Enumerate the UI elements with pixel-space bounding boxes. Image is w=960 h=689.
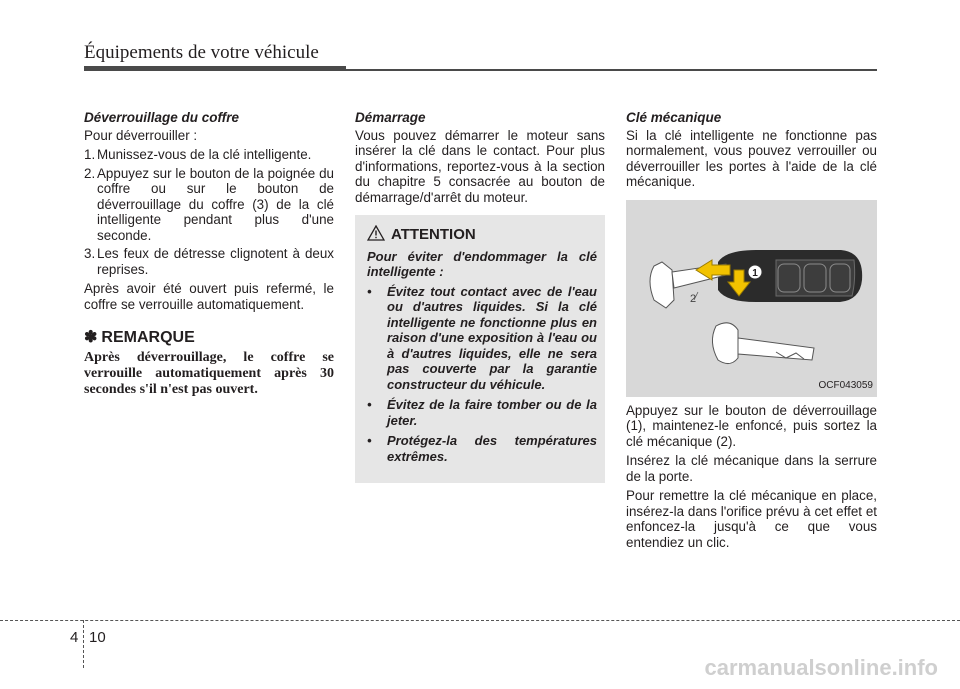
trunk-unlock-steps <box>84 147 334 277</box>
remark-title: REMARQUE <box>101 329 195 346</box>
section-title-trunk-unlock: Déverrouillage du coffre <box>84 110 240 125</box>
step-item: 1. Munissez-vous de la clé intelligente. <box>84 147 312 162</box>
header-rule <box>84 66 346 71</box>
step-item: 2. Appuyez sur le bouton de la poignée du coffre ou sur le bouton de déverrouillage du coffre (3) de la clé intelligente pendant plus d'une seconde. <box>84 165 334 243</box>
section-title-starting: Démarrage <box>355 110 426 125</box>
callout-1: 1 <box>752 267 758 279</box>
attention-list <box>367 284 597 465</box>
remark-heading <box>84 330 334 346</box>
page-number: 10 <box>89 629 106 646</box>
attention-title: ATTENTION <box>391 226 476 243</box>
asterisk-icon: ✽ <box>84 329 98 346</box>
page-header-title: Équipements de votre véhicule <box>84 42 319 63</box>
warning-triangle-icon <box>367 225 385 245</box>
step-item: 3. Les feux de détresse clignotent à deux reprises. <box>84 246 334 277</box>
column-starting <box>355 110 605 483</box>
attention-body <box>367 249 597 465</box>
footer-rule <box>0 620 960 621</box>
attention-item: • Évitez de la faire tomber ou de la jeter. <box>367 397 597 428</box>
column-trunk-unlock <box>84 110 334 398</box>
mechanical-key-intro: Si la clé intelligente ne fonctionne pas normalement, vous pouvez verrouiller ou déverrouiller les portes à l'aide de la clé mécanique. <box>626 127 877 189</box>
mechanical-key-p2: Insérez la clé mécanique dans la serrure de la porte. <box>626 453 877 484</box>
header-rule-thin <box>346 69 877 71</box>
attention-box <box>355 215 605 483</box>
callout-2: 2 <box>690 292 697 305</box>
trunk-unlock-intro: Pour déverrouiller : <box>84 127 198 143</box>
trunk-unlock-after: Après avoir été ouvert puis refermé, le coffre se verrouille automatiquement. <box>84 281 334 312</box>
watermark: carmanualsonline.info <box>704 655 938 680</box>
smart-key-illustration <box>626 200 877 397</box>
figure-code: OCF043059 <box>818 380 873 391</box>
mechanical-key-p1: Appuyez sur le bouton de déverrouillage (1), maintenez-le enfoncé, puis sortez la clé mécanique (2). <box>626 402 877 449</box>
chapter-number: 4 <box>70 629 79 646</box>
mechanical-key-p3: Pour remettre la clé mécanique en place, insérez-la dans l'orifice prévu à cet effet et enfoncez-la jusqu'à ce que vous entendiez un clic. <box>626 488 877 550</box>
section-title-mechanical-key: Clé mécanique <box>626 110 722 125</box>
attention-heading <box>367 225 597 245</box>
remark-body: Après déverrouillage, le coffre se verrouille automatiquement après 30 secondes s'il n'est pas ouvert. <box>84 349 334 397</box>
column-mechanical-key <box>626 110 877 554</box>
attention-item: • Protégez-la des températures extrêmes. <box>367 433 597 464</box>
attention-item: • Évitez tout contact avec de l'eau ou d'autres liquides. Si la clé intelligente ne fonctionne plus en raison d'une exposition à l'eau ou à d'autres liquides, elle ne sera pas couverte par la garantie constructeur du véhicule. <box>367 283 597 392</box>
starting-body: Vous pouvez démarrer le moteur sans insérer la clé dans le contact. Pour plus d'informations, reportez-vous à la section du chapitre 5 consacrée au bouton de démarrage/d'arrêt du moteur. <box>355 127 605 205</box>
footer-divider <box>83 620 84 668</box>
attention-intro: Pour éviter d'endommager la clé intelligente : <box>367 248 597 279</box>
mechanical-key-figure <box>626 200 877 397</box>
